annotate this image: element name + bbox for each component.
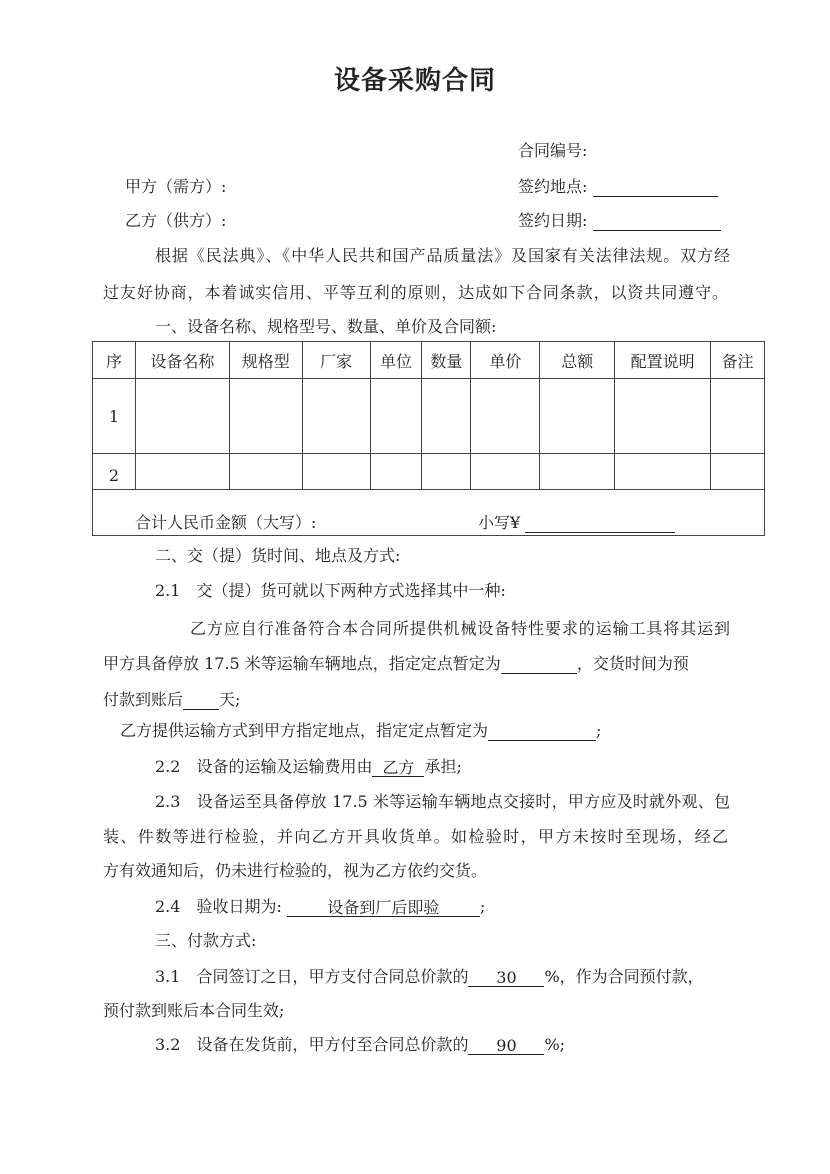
clause-text: ; [479,897,486,916]
table-cell[interactable] [422,379,471,454]
intro-line-2: 过友好协商，本着诚实信用、平等互利的原则，达成如下合同条款，以资共同遵守。 [103,283,728,302]
clause-2-3-line-2: 装、件数等进行检验，并向乙方开具收货单。如检验时，甲方未按时至现场，经乙 [103,827,728,846]
col-header: 备注 [710,342,764,379]
col-header: 规格型 [229,342,302,379]
table-cell[interactable] [710,454,764,490]
party-b-label: 乙方（供方）: [125,211,227,230]
col-header: 配置说明 [615,342,711,379]
acceptance-date-value[interactable]: 设备到厂后即验 [287,898,480,917]
contract-no-label: 合同编号: [518,141,588,160]
sign-place-field [518,177,718,197]
table-cell[interactable] [422,454,471,490]
clause-text: %，作为合同预付款， [544,967,704,986]
clause-text: 3.2 设备在发货前，甲方付至合同总价款的 [155,1035,469,1054]
table-cell[interactable] [302,454,370,490]
table-cell[interactable] [302,379,370,454]
table-total-row [93,490,765,536]
prepayment-percent-value[interactable]: 30 [468,968,544,987]
total-lowercase-blank[interactable] [525,514,675,533]
table-cell[interactable] [540,454,615,490]
table-cell[interactable] [471,379,540,454]
clause-2-2 [155,757,462,777]
option1-line-1: 乙方应自行准备符合本合同所提供机械设备特性要求的运输工具将其运到 [190,619,730,638]
equipment-table [92,341,765,536]
table-cell[interactable] [710,379,764,454]
table-row [93,454,765,490]
table-cell[interactable] [135,454,229,490]
table-cell[interactable] [615,454,711,490]
sign-place-label: 签约地点: [518,177,588,196]
table-cell[interactable] [229,454,302,490]
clause-text: 2.4 验收日期为: [155,897,282,916]
option1-text: 付款到账后 [103,690,184,709]
col-header: 序 [93,342,136,379]
days-blank[interactable] [183,691,219,710]
clause-text: 2.2 设备的运输及运输费用由 [155,757,373,776]
clause-text: %; [544,1035,566,1054]
option2-text: ; [596,721,602,740]
table-cell[interactable] [135,379,229,454]
transport-payer-value[interactable]: 乙方 [372,758,424,777]
col-header: 单位 [370,342,422,379]
total-lowercase-label: 小写¥ [478,513,521,532]
sign-date-field [518,211,721,231]
designated-location-blank[interactable] [488,722,596,741]
predelivery-percent-value[interactable]: 90 [468,1036,544,1055]
row-number: 1 [93,379,136,454]
section3-heading: 三、付款方式: [155,931,257,950]
option1-text: 甲方具备停放 17.5 米等运输车辆地点，指定定点暂定为 [103,654,501,673]
party-a-label: 甲方（需方）: [125,177,227,196]
table-cell[interactable] [471,454,540,490]
clause-3-1 [155,967,704,987]
table-cell[interactable] [540,379,615,454]
intro-line-1: 根据《民法典》、《中华人民共和国产品质量法》及国家有关法律法规。双方经 [155,246,730,265]
option1-text: 天; [219,690,241,709]
table-cell[interactable] [370,379,422,454]
table-cell[interactable] [370,454,422,490]
option2-line [120,721,601,741]
clause-2-1: 2.1 交（提）货可就以下两种方式选择其中一种: [155,581,506,600]
clause-3-2 [155,1035,565,1055]
clause-text: 3.1 合同签订之日，甲方支付合同总价款的 [155,967,469,986]
sign-date-blank [593,212,721,231]
location-blank[interactable] [501,655,577,674]
table-cell[interactable] [615,379,711,454]
option1-line-2 [103,654,689,674]
row-number: 2 [93,454,136,490]
col-header: 厂家 [302,342,370,379]
sign-date-label: 签约日期: [518,211,588,230]
col-header: 设备名称 [135,342,229,379]
table-header-row [93,342,765,379]
option1-line-3 [103,690,240,710]
clause-2-3-line-1: 2.3 设备运至具备停放 17.5 米等运输车辆地点交接时，甲方应及时就外观、包 [155,792,730,811]
option1-text: ，交货时间为预 [576,654,689,673]
col-header: 单价 [471,342,540,379]
document-title: 设备采购合同 [333,66,496,96]
col-header: 总额 [540,342,615,379]
clause-2-4 [155,897,485,917]
section2-heading: 二、交（提）货时间、地点及方式: [155,546,401,565]
section1-heading: 一、设备名称、规格型号、数量、单价及合同额: [155,317,497,336]
sign-place-blank [593,178,718,197]
option2-text: 乙方提供运输方式到甲方指定地点，指定定点暂定为 [120,721,489,740]
total-uppercase-label: 合计人民币金额（大写）: [135,513,317,532]
clause-2-3-line-3: 方有效通知后，仍未进行检验的，视为乙方依约交货。 [103,861,488,880]
clause-text: 承担; [424,757,462,776]
total-lowercase-field [478,510,675,533]
table-cell[interactable] [229,379,302,454]
clause-3-1-line-2: 预付款到账后本合同生效; [103,1001,285,1020]
table-row [93,379,765,454]
col-header: 数量 [422,342,471,379]
